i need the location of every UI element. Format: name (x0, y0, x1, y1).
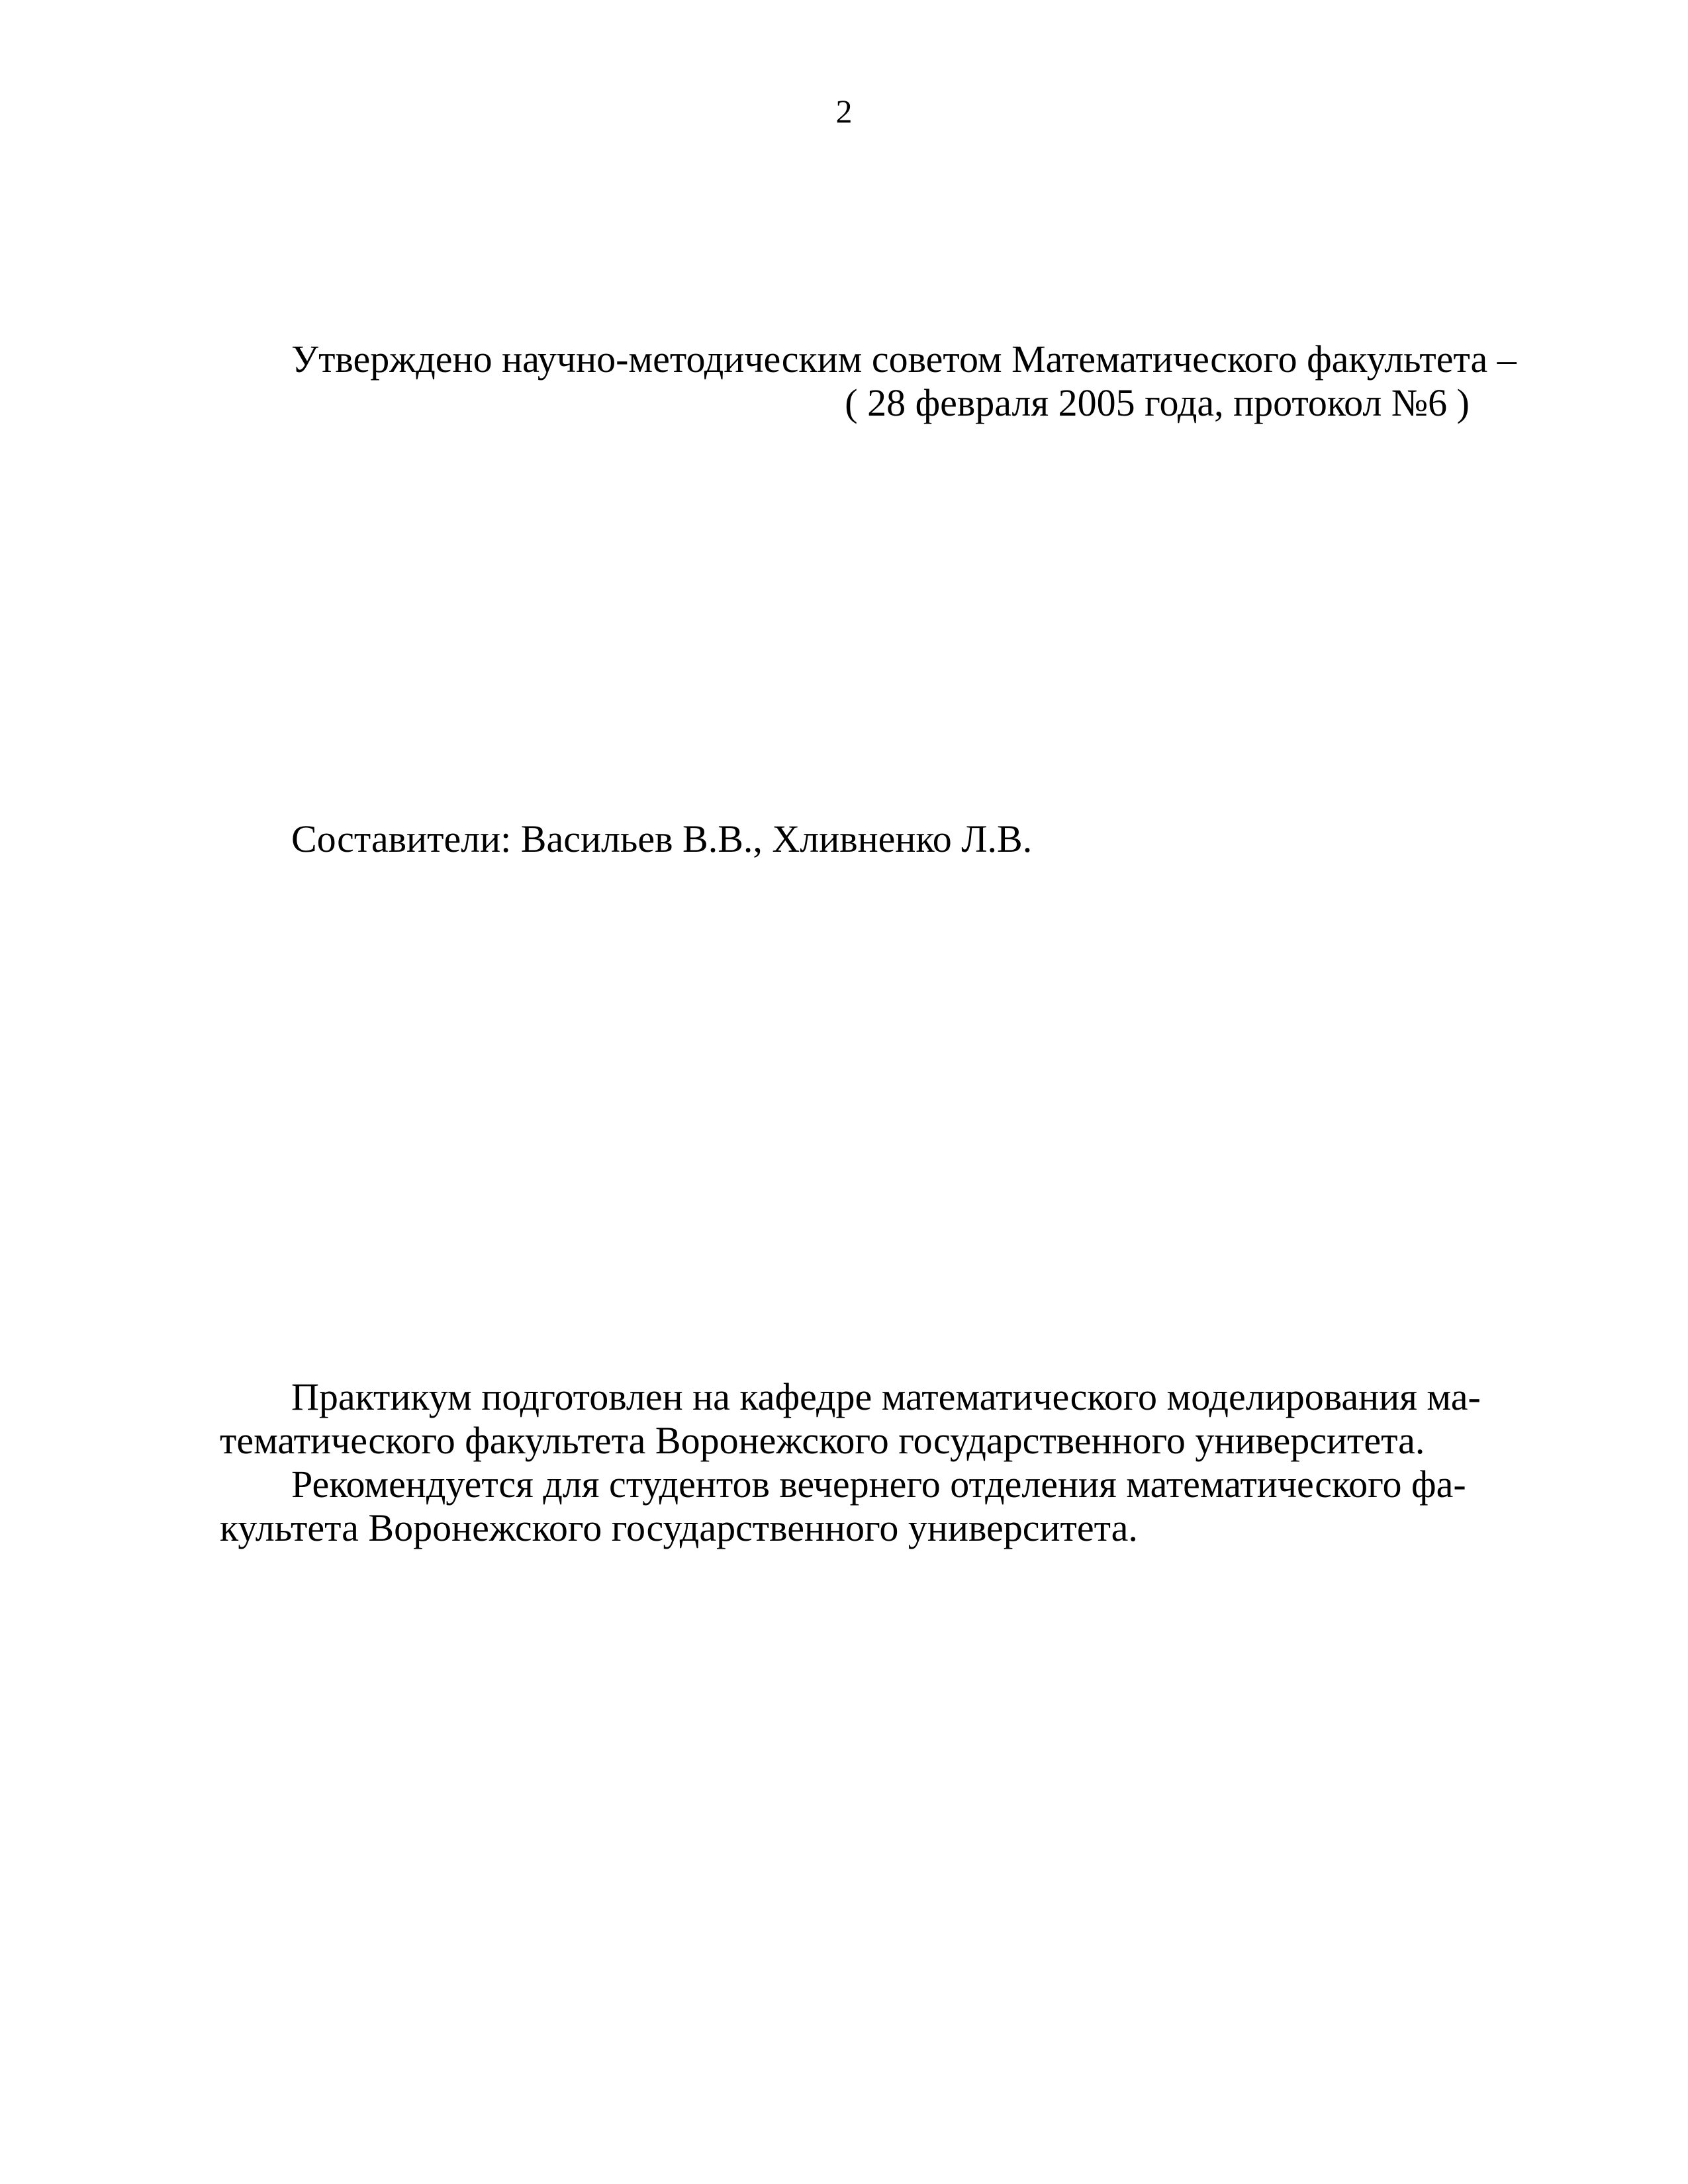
compilers-line: Составители: Васильев В.В., Хливненко Л.В. (291, 817, 1033, 860)
approval-line-2: ( 28 февраля 2005 года, протокол №6 ) (845, 381, 1470, 424)
page-number: 2 (835, 93, 853, 130)
note-2-line-1: Рекомендуется для студентов вечернего отделения математического фа- (291, 1463, 1466, 1506)
note-2-line-2: культета Воронежского государственного университета. (220, 1506, 1138, 1549)
approval-statement (291, 338, 1517, 425)
note-1-line-2: тематического факультета Воронежского государственного университета. (220, 1419, 1425, 1462)
preparation-notes (220, 1375, 1481, 1550)
approval-line-1: Утверждено научно-методическим советом Математического факультета – (291, 338, 1517, 381)
note-1-line-1: Практикум подготовлен на кафедре математического моделирования ма- (291, 1375, 1481, 1418)
